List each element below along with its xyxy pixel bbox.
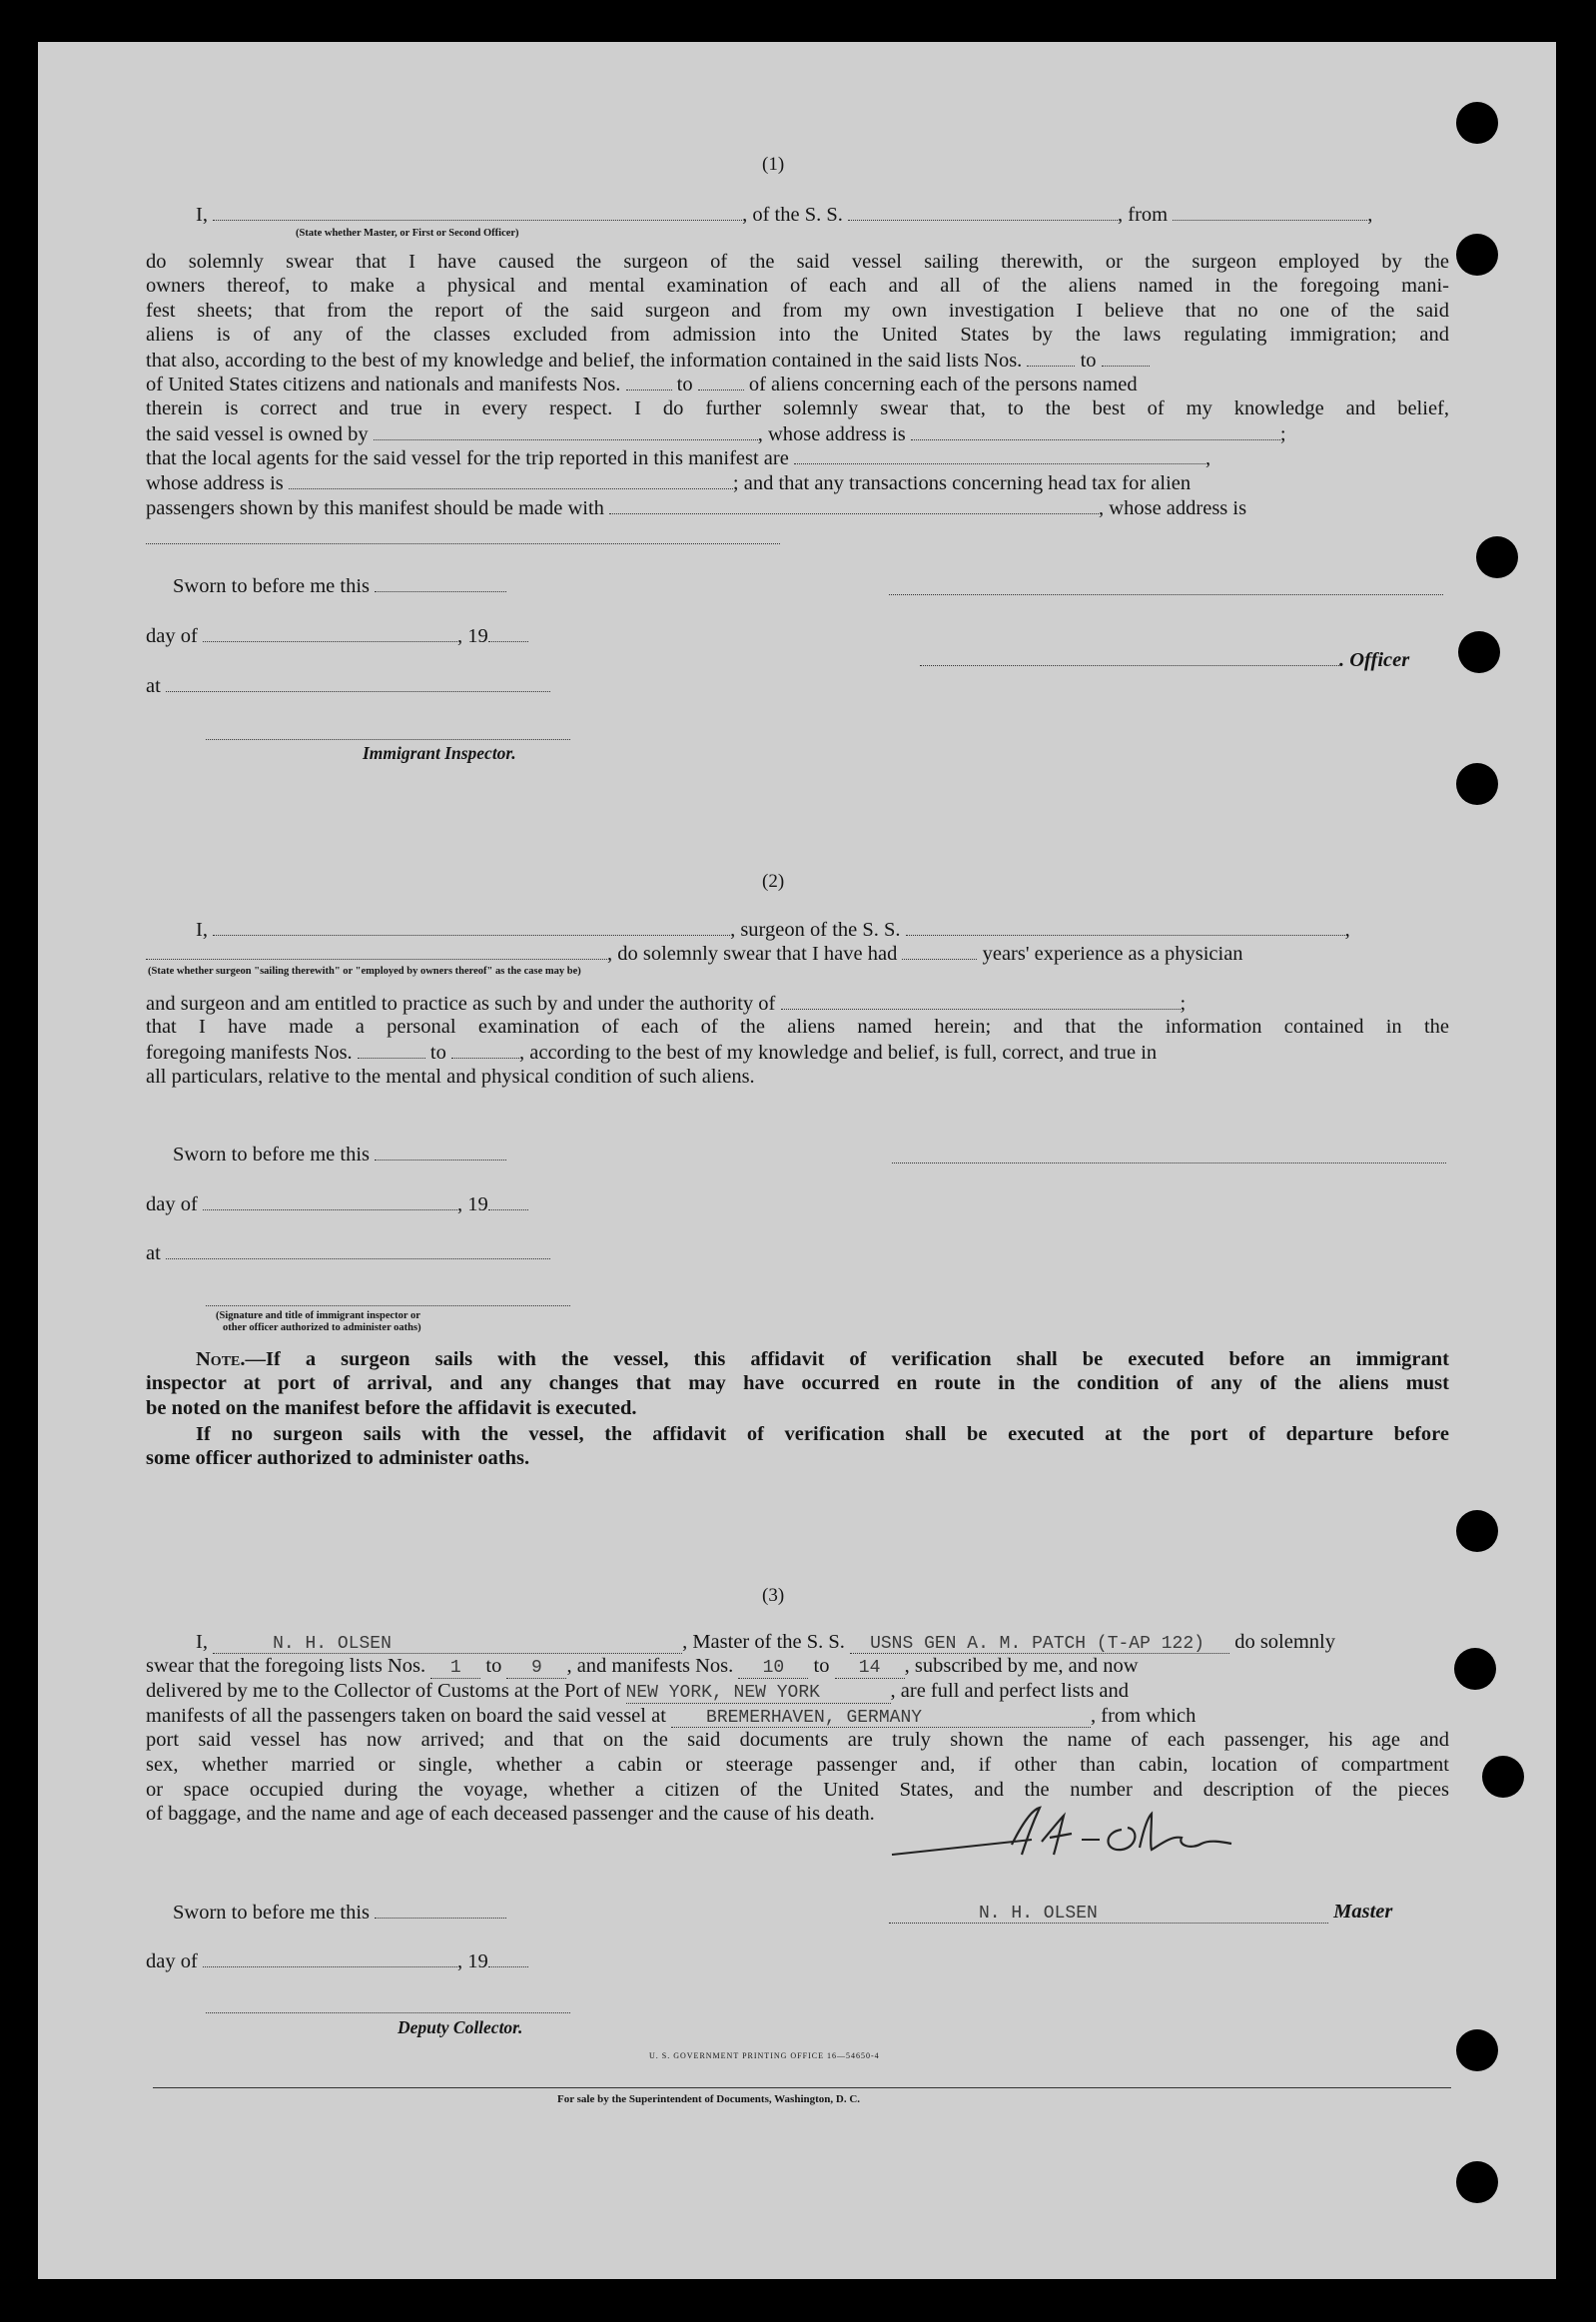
lists-line: swear that the foregoing lists Nos. 1 to 9 , and manifests Nos. 10 to 14 , subscribed by me, and now xyxy=(146,1655,1139,1678)
sale-notice: For sale by the Superintendent of Documents, Washington, D. C. xyxy=(557,2093,861,2105)
manifest-to-field[interactable] xyxy=(451,1040,519,1059)
printing-office-imprint: U. S. GOVERNMENT PRINTING OFFICE 16—54650-4 xyxy=(649,2051,880,2060)
month-field[interactable] xyxy=(203,1948,457,1967)
agents-line: that the local agents for the said vessel for the trip reported in this manifest are , xyxy=(146,447,1211,469)
sworn-line: Sworn to before me this xyxy=(173,573,506,598)
address-continuation-line xyxy=(146,543,780,544)
body-line: sex, whether married or single, whether a cabin or steerage passenger and, if other than cabin, location of compartment xyxy=(146,1754,1449,1776)
list-to-field[interactable]: 9 xyxy=(506,1658,566,1679)
surgeon-line: I, , surgeon of the S. S. , xyxy=(196,919,1350,941)
authority-line: and surgeon and am entitled to practice as such by and under the authority of ; xyxy=(146,993,1187,1015)
manifest-page xyxy=(38,42,1556,2279)
inspector-caption: Immigrant Inspector. xyxy=(363,743,516,763)
manifests-line: foregoing manifests Nos. to , according to the best of my knowledge and belief, is full, correct, and true in xyxy=(146,1042,1158,1064)
sworn-line: Sworn to before me this xyxy=(173,1142,506,1166)
head-tax-field[interactable] xyxy=(609,495,1099,514)
at-place-field[interactable] xyxy=(166,673,550,692)
punch-hole xyxy=(1456,2161,1498,2203)
punch-hole xyxy=(1476,536,1518,578)
owner-field[interactable] xyxy=(374,421,758,440)
punch-hole xyxy=(1456,763,1498,805)
master-printed-name[interactable]: N. H. OLSEN xyxy=(889,1904,1328,1924)
departure-port-field[interactable]: BREMERHAVEN, GERMANY xyxy=(671,1708,1091,1728)
note-line: If no surgeon sails with the vessel, the affidavit of verification shall be executed at the port of departure before xyxy=(196,1423,1449,1445)
master-line: I, , of the S. S. , from , xyxy=(196,204,1373,226)
owner-address-field[interactable] xyxy=(911,421,1280,440)
year-field[interactable] xyxy=(488,1191,528,1210)
punch-hole xyxy=(1458,631,1500,673)
at-line: at xyxy=(146,673,550,698)
section-number: (3) xyxy=(762,1585,785,1606)
section-number: (2) xyxy=(762,871,785,892)
punch-hole xyxy=(1456,102,1498,144)
sworn-line: Sworn to before me this xyxy=(173,1900,506,1925)
year-field[interactable] xyxy=(488,623,528,642)
master-signature-line: N. H. OLSEN Master xyxy=(889,1900,1392,1924)
signature-caption: (Signature and title of immigrant inspector or xyxy=(216,1310,420,1321)
body-line: that I have made a personal examination of each of the aliens named herein; and that the information contained in the xyxy=(146,1016,1449,1038)
departure-line: manifests of all the passengers taken on board the said vessel at BREMERHAVEN, GERMANY , from which xyxy=(146,1705,1197,1728)
sworn-date-field[interactable] xyxy=(375,1142,506,1161)
body-line: of United States citizens and nationals and manifests Nos. to of aliens concerning each of the persons named xyxy=(146,374,1138,395)
master-line: I, N. H. OLSEN , Master of the S. S. USNS GEN A. M. PATCH (T-AP 122) do solemnly xyxy=(196,1631,1335,1654)
officer-signature-line[interactable] xyxy=(889,594,1443,595)
sworn-date-field[interactable] xyxy=(375,1900,506,1919)
ship-name-field[interactable]: USNS GEN A. M. PATCH (T-AP 122) xyxy=(850,1634,1229,1654)
deputy-signature-line[interactable] xyxy=(206,2012,570,2013)
body-line: aliens is of any of the classes excluded from admission into the United States by the laws regulating immigration; and xyxy=(146,324,1449,346)
sworn-date-field[interactable] xyxy=(375,573,506,592)
list-from-field[interactable] xyxy=(1027,348,1075,367)
master-handwritten-signature xyxy=(882,1800,1321,1870)
manifest-from-field[interactable] xyxy=(626,372,672,390)
day-of-line: day of , 19 xyxy=(146,623,528,648)
footer-rule xyxy=(153,2087,1451,2088)
punch-hole xyxy=(1482,1756,1524,1798)
body-line: therein is correct and true in every respect. I do further solemnly swear that, to the best of my knowledge and belief, xyxy=(146,397,1449,419)
note-line: inspector at port of arrival, and any changes that may have occurred en route in the condition of any of the aliens must xyxy=(146,1372,1449,1394)
manifest-from-field[interactable] xyxy=(358,1040,425,1059)
list-to-field[interactable] xyxy=(1102,348,1150,367)
surgeon-signature-line[interactable] xyxy=(892,1162,1446,1163)
years-field[interactable] xyxy=(902,941,977,960)
experience-line: , do solemnly swear that I have had years' experience as a physician xyxy=(146,941,1449,966)
note-line: be noted on the manifest before the affidavit is executed. xyxy=(146,1397,637,1419)
note-line: some officer authorized to administer oaths. xyxy=(146,1447,530,1469)
surgeon-status-field[interactable] xyxy=(146,941,607,960)
ship-name-field[interactable] xyxy=(848,202,1118,221)
at-place-field[interactable] xyxy=(166,1240,550,1259)
owner-line: the said vessel is owned by , whose address is ; xyxy=(146,423,1286,445)
official-signature-line[interactable] xyxy=(206,1305,570,1306)
month-field[interactable] xyxy=(203,623,457,642)
agents-field[interactable] xyxy=(794,445,1205,464)
list-from-field[interactable]: 1 xyxy=(430,1658,480,1679)
head-tax-line: passengers shown by this manifest should be made with , whose address is xyxy=(146,497,1247,519)
manifest-from-field[interactable]: 10 xyxy=(738,1658,808,1679)
port-line: delivered by me to the Collector of Customs at the Port of NEW YORK, NEW YORK , are full and perfect lists and xyxy=(146,1680,1130,1703)
body-line: or space occupied during the voyage, whether a citizen of the United States, and the number and description of the pieces xyxy=(146,1779,1449,1801)
deputy-caption: Deputy Collector. xyxy=(398,2017,523,2037)
manifest-to-field[interactable] xyxy=(698,372,744,390)
punch-hole xyxy=(1456,234,1498,276)
manifest-to-field[interactable]: 14 xyxy=(835,1658,905,1679)
surgeon-instruction: (State whether surgeon "sailing therewith" or "employed by owners thereof" as the case may be) xyxy=(148,966,581,977)
year-field[interactable] xyxy=(488,1948,528,1967)
rank-instruction: (State whether Master, or First or Second Officer) xyxy=(296,228,519,239)
body-line: all particulars, relative to the mental and physical condition of such aliens. xyxy=(146,1066,755,1088)
body-line: port said vessel has now arrived; and that on the said documents are truly shown the name of each passenger, his age and xyxy=(146,1729,1449,1751)
surgeon-name-field[interactable] xyxy=(213,917,730,936)
signature-caption: other officer authorized to administer oaths) xyxy=(223,1322,421,1333)
punch-hole xyxy=(1456,1510,1498,1552)
officer-title-field[interactable] xyxy=(920,647,1339,666)
note-line: Note.—If a surgeon sails with the vessel, this affidavit of verification shall be executed before an immigrant xyxy=(196,1348,1449,1370)
agents-address-field[interactable] xyxy=(289,470,733,489)
from-port-field[interactable] xyxy=(1173,202,1367,221)
at-line: at xyxy=(146,1240,550,1265)
day-of-line: day of , 19 xyxy=(146,1191,528,1216)
body-line: do solemnly swear that I have caused the surgeon of the said vessel sailing therewith, or the surgeon employed by the xyxy=(146,251,1449,273)
master-name-field[interactable]: N. H. OLSEN xyxy=(213,1634,682,1654)
body-line: of baggage, and the name and age of each deceased passenger and the cause of his death. xyxy=(146,1803,875,1825)
body-line: fest sheets; that from the report of the said surgeon and from my own investigation I believe that no one of the said xyxy=(146,300,1449,322)
inspector-signature-line[interactable] xyxy=(206,739,570,740)
month-field[interactable] xyxy=(203,1191,457,1210)
punch-hole xyxy=(1456,2029,1498,2071)
officer-line: . Officer xyxy=(920,647,1409,672)
body-line: that also, according to the best of my knowledge and belief, the information contained in the said lists Nos. to xyxy=(146,348,1449,373)
agents-address-line: whose address is ; and that any transactions concerning head tax for alien xyxy=(146,472,1192,494)
authority-field[interactable] xyxy=(781,991,1181,1010)
body-line: owners thereof, to make a physical and mental examination of each and all of the aliens named in the foregoing mani- xyxy=(146,275,1449,297)
day-of-line: day of , 19 xyxy=(146,1948,528,1973)
arrival-port-field[interactable]: NEW YORK, NEW YORK xyxy=(626,1683,891,1704)
officer-name-field[interactable] xyxy=(213,202,742,221)
surgeon-ship-field[interactable] xyxy=(906,917,1345,936)
section-number: (1) xyxy=(762,154,785,175)
punch-hole xyxy=(1454,1648,1496,1690)
